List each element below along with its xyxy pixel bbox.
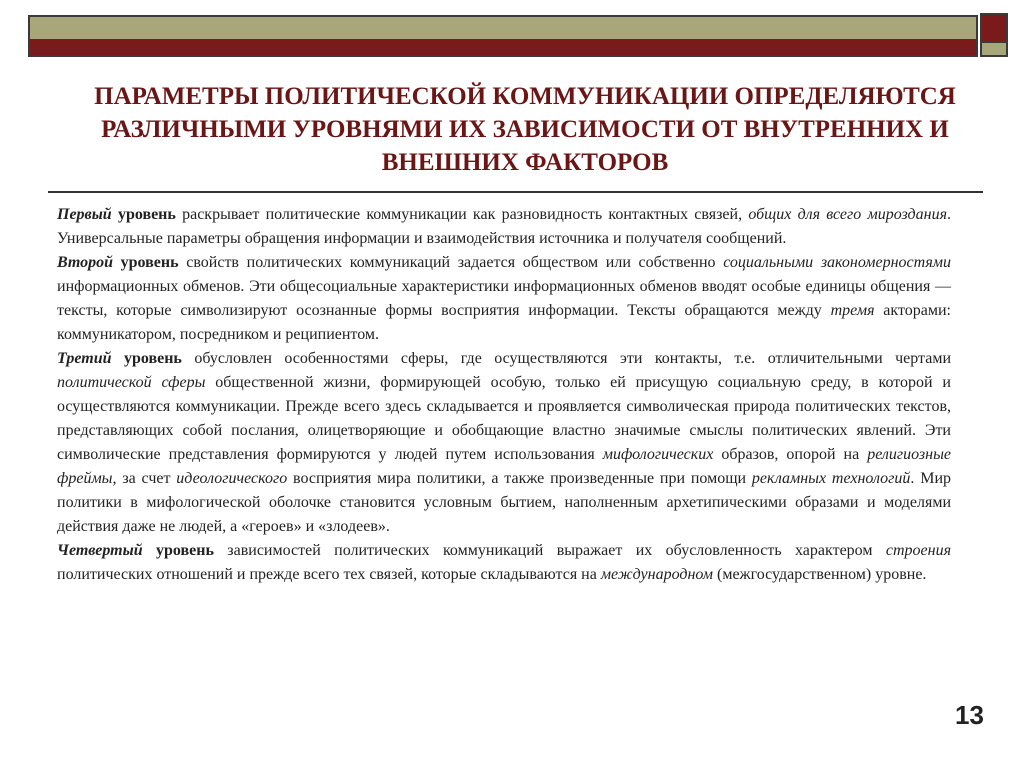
header-bar (28, 15, 978, 57)
paragraph-text: образов, опорой на (713, 446, 868, 463)
corner-maroon-block (982, 15, 1006, 41)
level-ordinal: Первый (57, 206, 112, 223)
emphasis-text: идеологического (176, 470, 288, 487)
paragraph-text: обусловлен особенностями сферы, где осуществляются эти контакты, т.е. отличительными чертами (181, 350, 952, 367)
paragraph-level-2 (57, 251, 951, 347)
paragraph-level-3 (57, 347, 951, 539)
paragraph-text: общественной жизни, формирующей особую, только ей присущую социальную среду, в которой и осуществляются коммуникации. Прежде всего здесь складывается и проявляется символическая природа политических текстов, представляющих собой послания, олицетворяющие и обобщающие властно значимые смыслы политических явлений. Эти символические представления формируются у людей путем использования (57, 374, 951, 463)
paragraph-text: свойств политических коммуникаций задается обществом или собственно (178, 254, 724, 271)
paragraph-level-4 (57, 539, 951, 587)
paragraph-text: акторами: коммуникатором, посредником и реципиентом. (57, 302, 951, 343)
page-number: 13 (955, 700, 984, 730)
level-ordinal: Четвертый (57, 542, 143, 559)
emphasis-text: международном (600, 566, 713, 583)
emphasis-text: общих для всего мироздания (748, 206, 948, 223)
slide-title: ПАРАМЕТРЫ ПОЛИТИЧЕСКОЙ КОММУНИКАЦИИ ОПРЕДЕЛЯЮТСЯ РАЗЛИЧНЫМИ УРОВНЯМИ ИХ ЗАВИСИМОСТИ ОТ ВНУТРЕННИХ И ВНЕШНИХ ФАКТОРОВ (94, 83, 956, 176)
paragraph-text: за счет (116, 470, 177, 487)
level-word: уровень (155, 542, 214, 559)
paragraph-text: зависимостей политических коммуникаций выражает их обусловленность характером (213, 542, 886, 559)
emphasis-text: рекламных технологий (751, 470, 911, 487)
level-ordinal: Третий (57, 350, 112, 367)
emphasis-text: мифологических (602, 446, 714, 463)
title-divider (48, 191, 983, 193)
corner-olive-block (982, 41, 1006, 55)
paragraph-text: восприятия мира политики, а также произведенные при помощи (287, 470, 752, 487)
paragraph-text: (межгосударственном) уровне. (712, 566, 927, 583)
emphasis-text: тремя (830, 302, 875, 319)
paragraph-text: раскрывает политические коммуникации как разновидность контактных связей, (175, 206, 749, 223)
level-word: уровень (117, 206, 176, 223)
level-ordinal: Второй (57, 254, 113, 271)
header-maroon-stripe (30, 39, 976, 55)
emphasis-text: религиозные фреймы, (57, 446, 952, 487)
level-word: уровень (123, 350, 182, 367)
paragraph-text: информационных обменов. Эти общесоциальные характеристики информационных обменов вводят особые единицы общения — тексты, которые символизируют осознанные формы восприятия информации. Тексты обращаются между (57, 278, 951, 319)
emphasis-text: социальными закономерностями (723, 254, 952, 271)
header-olive-stripe (30, 17, 976, 39)
paragraph-text: политических отношений и прежде всего тех связей, которые складываются на (57, 566, 601, 583)
body-text (57, 203, 951, 587)
emphasis-text: строения (885, 542, 952, 559)
emphasis-text: политической сферы (57, 374, 206, 391)
level-word: уровень (120, 254, 179, 271)
paragraph-level-1 (57, 203, 951, 251)
header-corner-box (980, 13, 1008, 57)
paragraph-text: . Мир политики в мифологической оболочке становится условным бытием, наполненным архетипическими образами и моделями действия даже не людей, а «героев» и «злодеев». (57, 470, 952, 535)
paragraph-text: . Универсальные параметры обращения информации и взаимодействия источника и получателя сообщений. (57, 206, 952, 247)
